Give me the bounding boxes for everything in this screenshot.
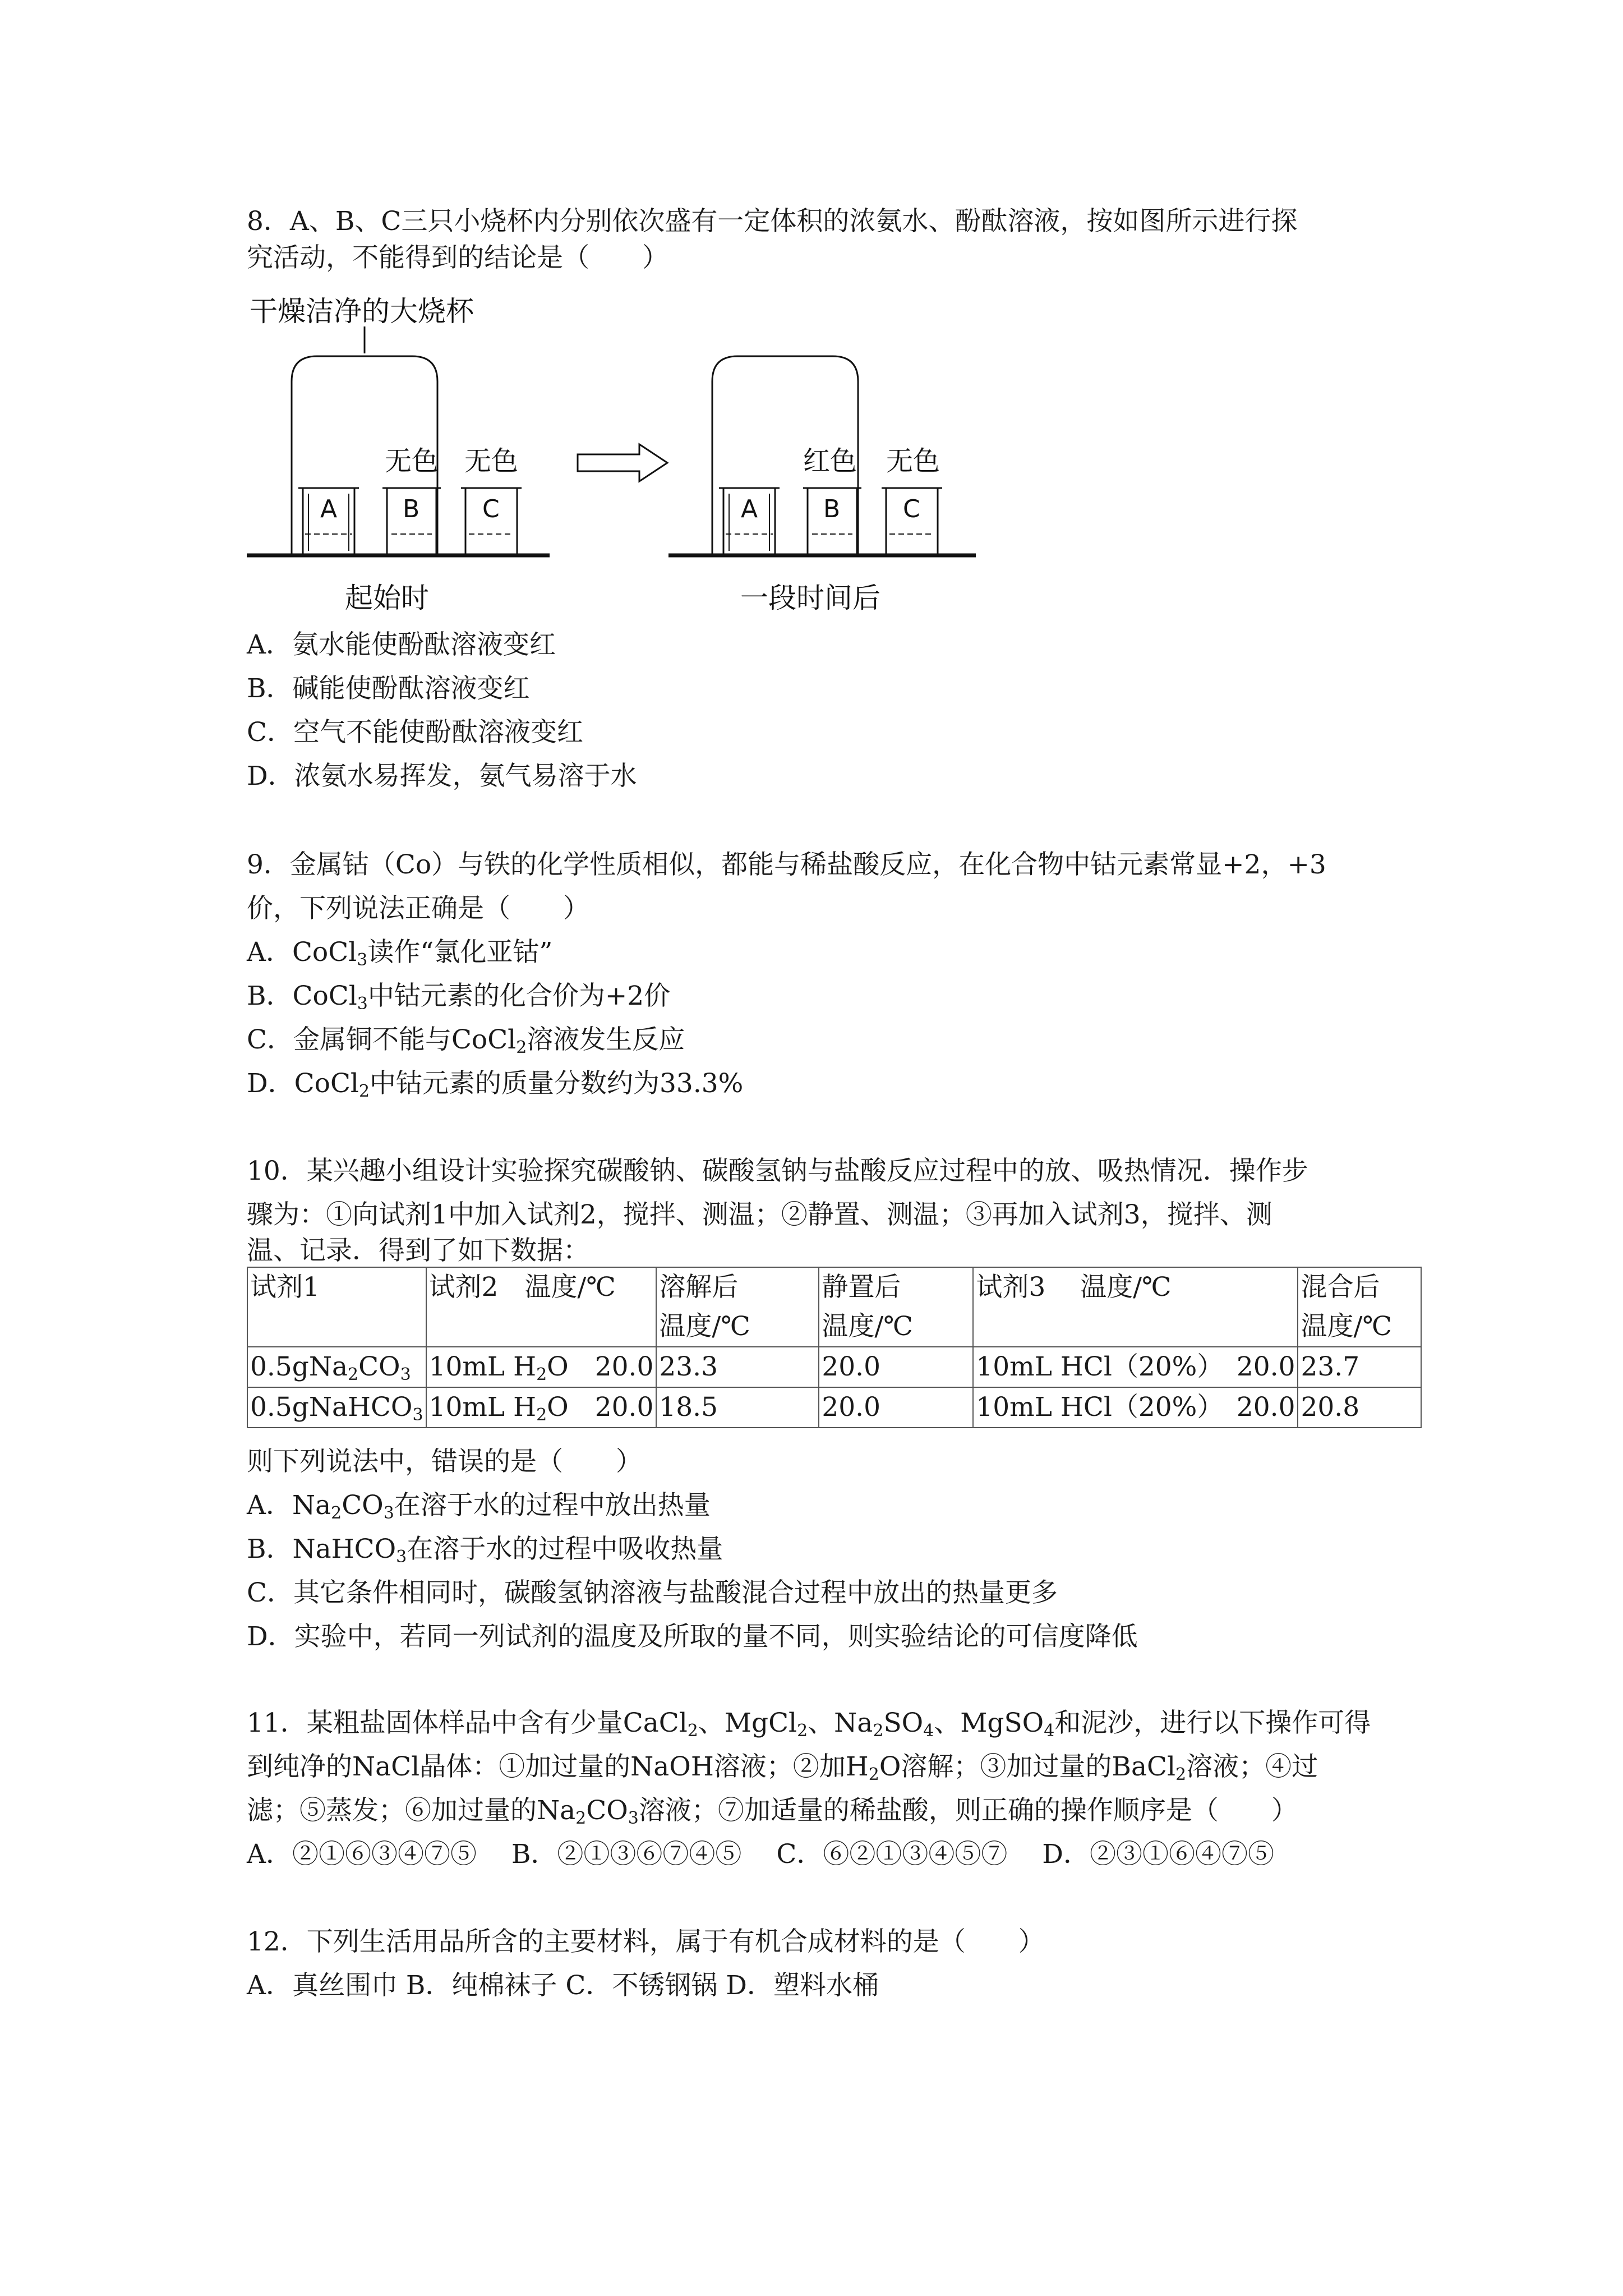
color-c-start: 无色 [464, 445, 519, 477]
cell-after-mix: 23.7 [1298, 1347, 1421, 1387]
q10-option-b: B．NaHCO$_3$在溶于水的过程中吸收热量 [247, 1534, 723, 1567]
caption-start: 起始时 [345, 582, 429, 614]
q11-stem-line-1: 11．某粗盐固体样品中含有少量CaCl$_2$、MgCl$_2$、$Na_2SO_4$、MgSO$_4$和泥沙，进行以下操作可得 [247, 1708, 1371, 1741]
beaker-c-label-left: C [482, 495, 500, 523]
q10-stem-line-3: 温、记录．得到了如下数据： [247, 1235, 589, 1266]
caption-after: 一段时间后 [740, 582, 880, 614]
cell-after-dissolve: 23.3 [656, 1347, 819, 1387]
q10-question-prompt: 则下列说法中，错误的是（ ） [247, 1446, 642, 1477]
cell-reagent-2: 10mL $H_2O$ 20.0 [426, 1347, 657, 1387]
q8-option-a: A．氨水能使酚酞溶液变红 [247, 629, 556, 660]
color-b-end: 红色 [803, 445, 857, 477]
header-after-mix: 混合后 温度/℃ [1298, 1267, 1421, 1347]
header-reagent-2: 试剂2 温度/℃ [426, 1267, 657, 1347]
cell-after-dissolve: 18.5 [656, 1387, 819, 1428]
cell-reagent-3: 10mL HCl（20%） 20.0 [973, 1387, 1298, 1428]
q9-option-b: B．CoCl$_3$中钴元素的化合价为+2价 [247, 981, 671, 1014]
header-reagent-1: 试剂1 [247, 1267, 426, 1347]
q10-stem-line-1: 10．某兴趣小组设计实验探究碳酸钠、碳酸氢钠与盐酸反应过程中的放、吸热情况．操作步 [247, 1156, 1308, 1186]
q9-stem-line-1: 9．金属钴（Co）与铁的化学性质相似，都能与稀盐酸反应，在化合物中钴元素常显+2，+3 [247, 849, 1326, 880]
q8-option-b: B．碱能使酚酞溶液变红 [247, 673, 530, 704]
arrow-icon [578, 444, 667, 481]
table-header-row [247, 1267, 1421, 1347]
cell-reagent-1: 0.5gNaHCO$_3$ [247, 1387, 426, 1428]
q12-options: A．真丝围巾 B．纯棉袜子 C．不锈钢锅 D．塑料水桶 [247, 1970, 879, 2001]
header-reagent-3: 试剂3 温度/℃ [973, 1267, 1298, 1347]
q8-stem-line-2: 究活动，不能得到的结论是（ ） [247, 242, 668, 273]
q10-option-d: D．实验中，若同一列试剂的温度及所取的量不同，则实验结论的可信度降低 [247, 1621, 1138, 1652]
table-row [247, 1347, 1421, 1387]
q12-stem: 12．下列生活用品所含的主要材料，属于有机合成材料的是（ ） [247, 1926, 1045, 1957]
q10-data-table [247, 1267, 1422, 1428]
beaker-b-label-right: B [823, 495, 841, 523]
q10-option-c: C．其它条件相同时，碳酸氢钠溶液与盐酸混合过程中放出的热量更多 [247, 1577, 1058, 1608]
cell-reagent-1: $0.5gNa_2CO_3$ [247, 1347, 426, 1387]
cell-after-rest: 20.0 [819, 1387, 973, 1428]
cell-after-mix: 20.8 [1298, 1387, 1421, 1428]
q11-stem-line-3: 滤；⑤蒸发；⑥加过量的$Na_2CO_3$溶液；⑦加适量的稀盐酸，则正确的操作顺序是（ ） [247, 1795, 1298, 1828]
q8-stem-line-1: 8．A、B、C三只小烧杯内分别依次盛有一定体积的浓氨水、酚酞溶液，按如图所示进行探 [247, 206, 1298, 237]
q8-experiment-figure [247, 292, 976, 623]
cell-reagent-3: 10mL HCl（20%） 20.0 [973, 1347, 1298, 1387]
header-after-dissolve: 溶解后 温度/℃ [656, 1267, 819, 1347]
q8-option-d: D．浓氨水易挥发，氨气易溶于水 [247, 761, 637, 792]
beaker-a-label-right: A [741, 495, 758, 523]
beaker-b-label-left: B [403, 495, 420, 523]
table-row [247, 1387, 1421, 1428]
cell-after-rest: 20.0 [819, 1347, 973, 1387]
color-c-end: 无色 [886, 445, 940, 477]
beaker-a-label-left: A [320, 495, 338, 523]
q9-option-c: C．金属铜不能与CoCl$_2$溶液发生反应 [247, 1024, 685, 1057]
color-b-start: 无色 [385, 445, 439, 477]
q9-option-a: A．CoCl$_3$读作“氯化亚钴” [247, 937, 553, 970]
q8-option-c: C．空气不能使酚酞溶液变红 [247, 717, 583, 748]
beaker-c-label-right: C [903, 495, 920, 523]
cell-reagent-2: 10mL $H_2O$ 20.0 [426, 1387, 657, 1428]
q10-stem-line-2: 骤为：①向试剂1中加入试剂2，搅拌、测温；②静置、测温；③再加入试剂3，搅拌、测 [247, 1199, 1272, 1230]
figure-top-label: 干燥洁净的大烧杯 [250, 295, 474, 328]
q11-options: A．②①⑥③④⑦⑤ B．②①③⑥⑦④⑤ C．⑥②①③④⑤⑦ D．②③①⑥④⑦⑤ [247, 1839, 1274, 1870]
q9-option-d: D．CoCl$_2$中钴元素的质量分数约为33.3% [247, 1068, 744, 1101]
q9-stem-line-2: 价，下列说法正确是（ ） [247, 893, 589, 924]
q10-option-a: A．$Na_2CO_3$在溶于水的过程中放出热量 [247, 1490, 711, 1523]
q11-stem-line-2: 到纯净的NaCl晶体：①加过量的NaOH溶液；②加$H_2O$溶解；③加过量的BaCl$_2$溶液；④过 [247, 1751, 1318, 1784]
header-after-rest: 静置后 温度/℃ [819, 1267, 973, 1347]
